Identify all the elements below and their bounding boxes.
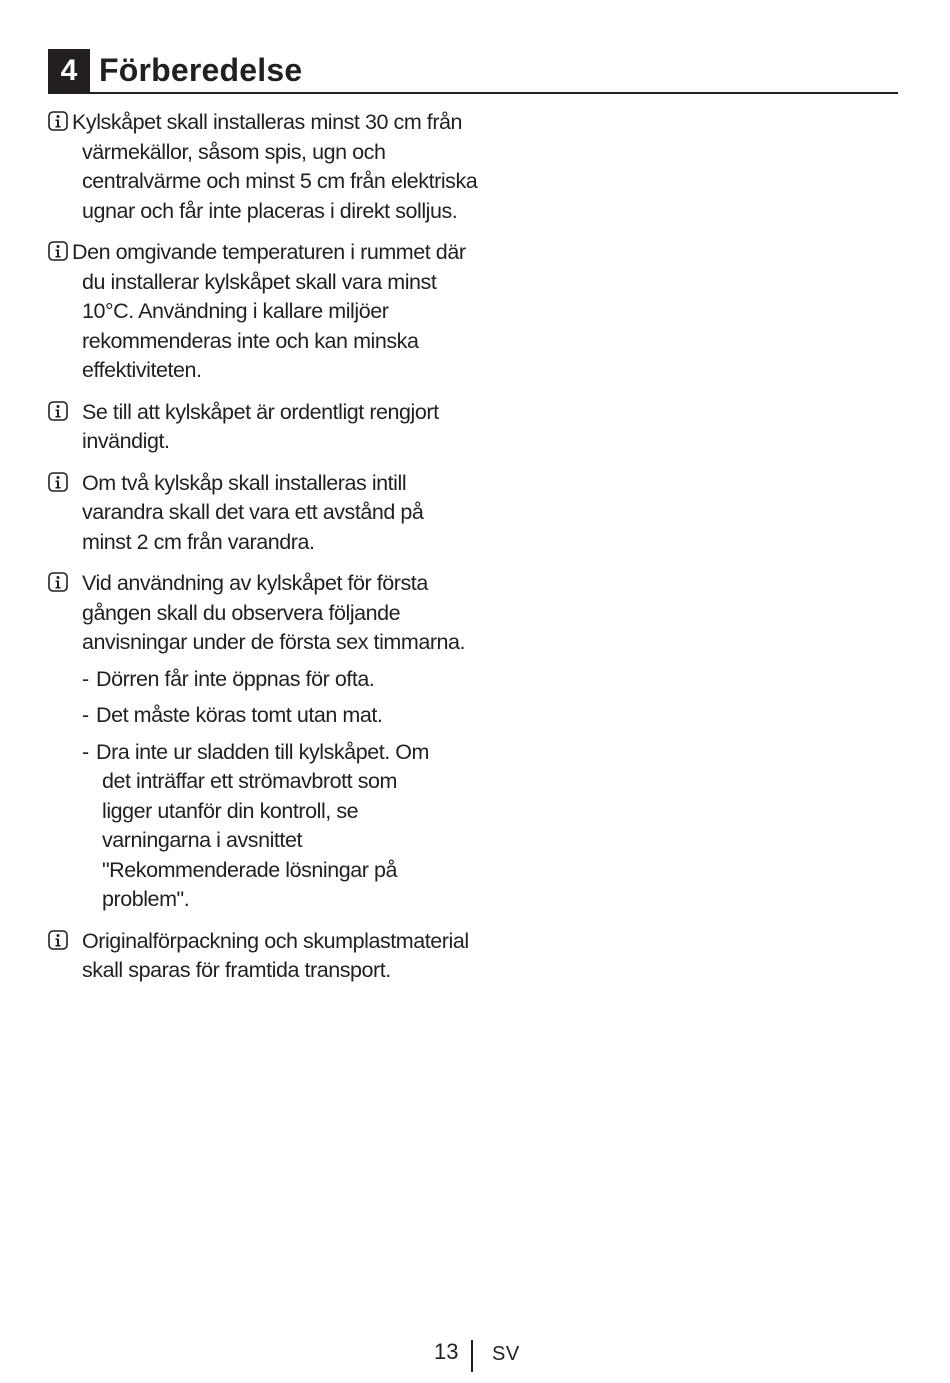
- info-icon: [48, 111, 68, 131]
- item-text: Originalförpackning och skumplastmaterial skall sparas för framtida transport.: [82, 928, 469, 982]
- language-code: SV: [492, 1343, 520, 1365]
- sub-list-item: [82, 738, 478, 915]
- sub-list-item: [82, 701, 478, 731]
- instructions-list: [48, 108, 478, 998]
- item-text: Se till att kylskåpet är ordentligt rengjort invändigt.: [82, 399, 439, 453]
- info-icon: [48, 401, 68, 421]
- info-icon: [48, 472, 68, 492]
- sub-item-text: Dra inte ur sladden till kylskåpet. Om det inträffar ett strömavbrott som ligger utanför din kontroll, se varningarna i avsnittet "Rekommenderade lösningar på problem".: [96, 739, 430, 911]
- info-icon: [48, 572, 68, 592]
- list-item: [48, 238, 478, 386]
- item-text: Kylskåpet skall installeras minst 30 cm från värmekällor, såsom spis, ugn och centralvärme och minst 5 cm från elektriska ugnar och får inte placeras i direkt solljus.: [72, 110, 478, 223]
- page-footer: [0, 1338, 950, 1378]
- page-number: 13: [434, 1339, 459, 1364]
- item-text: Den omgivande temperaturen i rummet där du installerar kylskåpet skall vara minst 10°C. Användning i kallare miljöer rekommenderas inte och kan minska effektiviteten.: [72, 240, 466, 382]
- sub-list-item: [82, 665, 478, 695]
- dash-bullet: -: [82, 703, 89, 727]
- chapter-header: [48, 49, 898, 94]
- sub-item-text: Det måste köras tomt utan mat.: [96, 703, 383, 727]
- sub-item-text: Dörren får inte öppnas för ofta.: [96, 666, 375, 691]
- list-item: [48, 398, 478, 457]
- sub-list: [48, 665, 478, 915]
- list-item: [48, 108, 478, 226]
- info-icon: [48, 930, 68, 950]
- item-text: Om två kylskåp skall installeras intill varandra skall det vara ett avstånd på minst 2 cm från varandra.: [82, 470, 424, 554]
- item-text: Vid användning av kylskåpet för första gången skall du observera följande anvisningar under de första sex timmarna.: [82, 571, 466, 654]
- list-item: [48, 469, 478, 558]
- chapter-title: Förberedelse: [99, 52, 303, 88]
- list-item: [48, 927, 478, 986]
- chapter-number-badge: 4: [48, 49, 90, 92]
- footer-divider: [471, 1340, 473, 1372]
- dash-bullet: -: [82, 739, 89, 764]
- dash-bullet: -: [82, 666, 89, 691]
- list-item: [48, 569, 478, 658]
- info-icon: [48, 241, 68, 261]
